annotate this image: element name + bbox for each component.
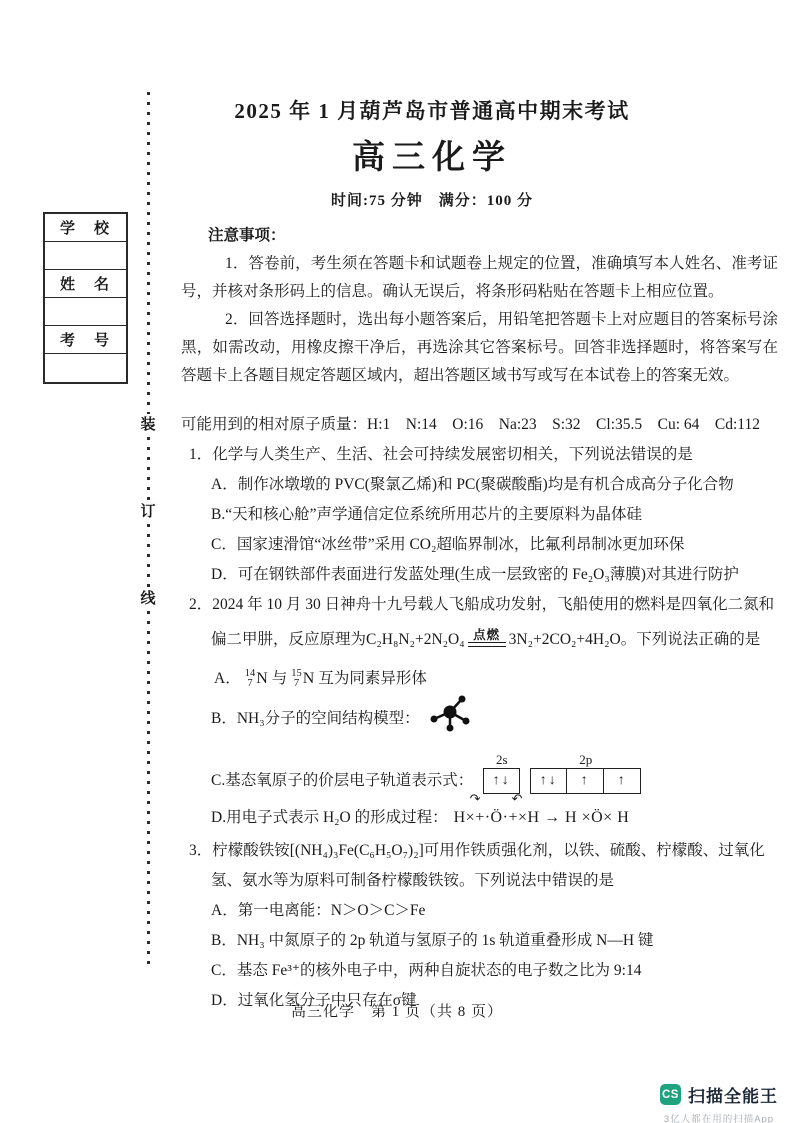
question-2-option-d xyxy=(181,791,778,836)
atomic-number: 7 xyxy=(293,678,300,689)
binding-char-xian: 线 xyxy=(140,591,156,607)
dotted-line-segment xyxy=(147,437,150,501)
orbital-box-2s: ↑↓ xyxy=(483,768,520,794)
orbital-box-2p2: ↑ xyxy=(567,768,604,794)
question-1-option-a: A．制作冰墩墩的 PVC(聚氯乙烯)和 PC(聚碳酸酯)均是有机合成高分子化合物 xyxy=(211,476,734,493)
subject-title: 高三化学 xyxy=(352,138,512,175)
question-1-stem: 1．化学与人类生产、生活、社会可持续发展密切相关，下列说法错误的是 xyxy=(189,446,693,463)
time-score-meta: 时间:75 分钟 满分：100 分 xyxy=(331,193,533,209)
binding-char-zhuang: 装 xyxy=(140,417,156,433)
equation-condition-stack xyxy=(468,628,506,647)
question-3-option-b: B．NH₃ 中氮原子的 2p 轨道与氢原子的 1s 轨道重叠形成 N—H 键 xyxy=(211,932,654,949)
question-2-reaction-equation xyxy=(181,620,778,660)
isotope-stack xyxy=(245,669,256,689)
ignition-condition-label: 点燃 xyxy=(473,627,501,642)
camscanner-app-name: 扫描全能王 xyxy=(688,1087,778,1106)
question-1 xyxy=(181,440,778,590)
exam-number-blank-field xyxy=(45,354,126,382)
notice-item-2: 2．回答选择题时，选出每小题答案后，用铅笔把答题卡上对应题目的答案标号涂黑，如需改动，用橡皮擦干净后，再选涂其它答案标号。回答非选择题时，将答案写在答题卡上各题目规定答题区域内，超出答题区域书写或写在本试卷上的答案无效。 xyxy=(181,311,778,384)
camscanner-watermark xyxy=(660,1082,778,1123)
question-3-stem-line2: 氢、氨水等为原料可制备柠檬酸铁铵。下列说法中错误的是 xyxy=(211,872,615,889)
question-2 xyxy=(181,590,778,836)
question-3-option-c: C．基态 Fe³⁺的核外电子中，两种自旋状态的电子数之比为 9:14 xyxy=(211,962,642,979)
paper-body xyxy=(181,222,778,1016)
name-label: 姓 名 xyxy=(45,270,126,298)
mass-number: 14 xyxy=(244,668,256,679)
dotted-line-segment xyxy=(147,611,150,968)
exam-title: 2025 年 1 月葫芦岛市普通高中期末考试 xyxy=(234,99,630,123)
option-c-label: C.基态氧原子的价层电子轨道表示式： xyxy=(211,772,474,789)
electron-dot-formula xyxy=(453,791,630,833)
element-symbol: N xyxy=(302,670,315,687)
curved-arrow-right-icon: ↶ xyxy=(511,791,524,806)
orbital-box-2p3: ↑ xyxy=(604,768,641,794)
electron-dot-formula-text: H×+·Ö·+×H → H ×Ö× H xyxy=(453,809,630,826)
equation-right-side: 3N₂+2CO₂+4H₂O。 xyxy=(508,631,637,648)
exam-number-label: 考 号 xyxy=(45,326,126,354)
question-2-option-a xyxy=(181,662,778,696)
orbital-2s-label: 2s xyxy=(495,752,508,767)
equation-prefix: 偏二甲肼，反应原理为 xyxy=(211,631,367,648)
question-2-stem-line1: 2．2024 年 10 月 30 日神舟十九号载人飞船成功发射，飞船使用的燃料是四氧化二氮和 xyxy=(189,596,775,613)
question-2-option-b xyxy=(181,696,778,742)
camscanner-cs-badge-icon: CS xyxy=(660,1084,681,1105)
atomic-mass-line: 可能用到的相对原子质量：H:1 N:14 O:16 Na:23 S:32 Cl:35.5 Cu: 64 Cd:112 xyxy=(181,416,760,433)
orbital-2p-label: 2p xyxy=(579,752,593,767)
atomic-number: 7 xyxy=(247,678,253,689)
question-3-option-d: D．过氧化氢分子中只存在σ键 xyxy=(211,992,417,1009)
element-symbol: N xyxy=(256,670,268,687)
paper-header xyxy=(90,95,774,210)
dotted-line-segment xyxy=(147,524,150,588)
isotope-14-7-N xyxy=(245,664,268,694)
notice-item-1: 1．答卷前，考生须在答题卡和试题卷上规定的位置，准确填写本人姓名、准考证号，并核对条形码上的信息。确认无误后，将条形码粘贴在答题卡上相应位置。 xyxy=(181,255,778,300)
notice-heading: 注意事项： xyxy=(208,227,286,244)
school-label: 学 校 xyxy=(45,214,126,242)
question-1-option-c: C．国家速滑馆“冰丝带”采用 CO₂超临界制冰，比氟利昂制冰更加环保 xyxy=(211,536,685,553)
option-a-label: A． xyxy=(214,670,241,687)
school-blank-field xyxy=(45,242,126,270)
name-blank-field xyxy=(45,298,126,326)
option-a-mid-text: 与 xyxy=(271,670,288,687)
mass-number: 15 xyxy=(291,668,302,679)
orbital-2p-group xyxy=(530,752,641,794)
orbital-2s-group xyxy=(483,752,520,794)
orbital-2p-boxes xyxy=(530,768,641,794)
question-1-option-b: B.“天和核心舱”声学通信定位系统所用芯片的主要原料为晶体硅 xyxy=(211,506,642,523)
isotope-15-7-N xyxy=(291,664,314,694)
equation-suffix: 下列说法正确的是 xyxy=(636,631,761,648)
camscanner-logo-row xyxy=(660,1082,778,1107)
binding-char-ding: 订 xyxy=(140,504,156,520)
question-1-option-d: D．可在钢铁部件表面进行发蓝处理(生成一层致密的 Fe₂O₃薄膜)对其进行防护 xyxy=(211,566,739,583)
question-3-option-a: A．第一电离能：N＞O＞C＞Fe xyxy=(211,902,426,919)
student-info-box xyxy=(43,212,128,384)
camscanner-tagline: 3亿人都在用的扫描App xyxy=(663,1114,775,1123)
equation-left-side: C₂H₈N₂+2N₂O₄ xyxy=(366,631,465,648)
binding-line xyxy=(139,92,157,968)
isotope-stack xyxy=(291,669,302,689)
option-b-label: B．NH₃分子的空间结构模型： xyxy=(211,710,420,727)
question-3-stem-line1: 3．柠檬酸铁铵[(NH₄)₃Fe(C₆H₅O₇)₂]可用作铁质强化剂，以铁、硫酸、柠檬酸、过氧化 xyxy=(189,842,765,859)
curved-arrow-left-icon: ↷ xyxy=(469,791,482,806)
question-3 xyxy=(181,836,778,1016)
option-a-tail-text: 互为同素异形体 xyxy=(318,670,427,687)
nh3-ball-stick-model-figure xyxy=(426,692,476,734)
option-d-label: D.用电子式表示 H₂O 的形成过程： xyxy=(211,809,448,826)
double-line-equals xyxy=(468,642,506,647)
orbital-box-2p1: ↑↓ xyxy=(530,768,567,794)
page-footer: 高三化学 第 1 页（共 8 页） xyxy=(290,1004,503,1020)
